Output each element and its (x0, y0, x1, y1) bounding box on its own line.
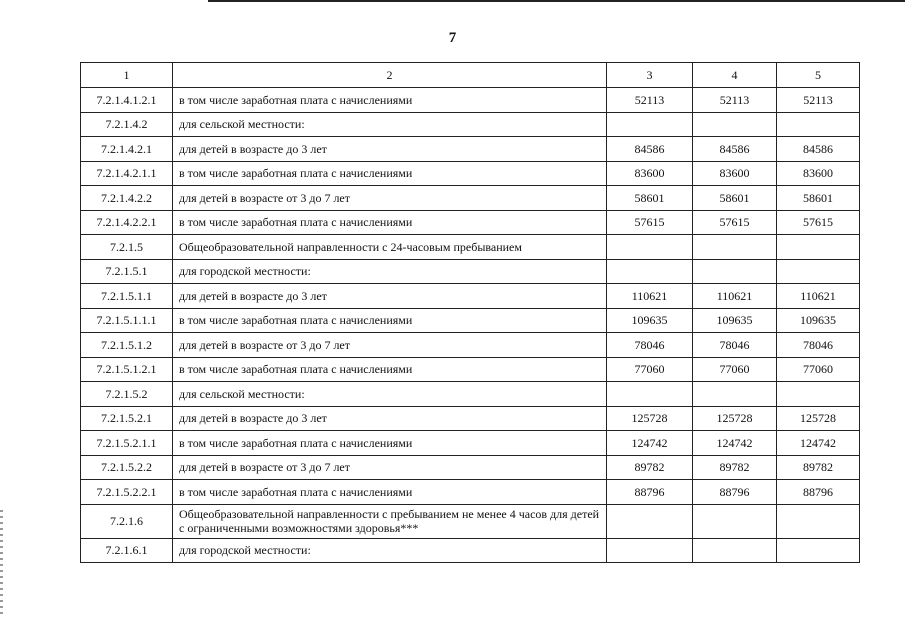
row-value-col3 (607, 112, 693, 137)
table-row (81, 382, 860, 407)
row-code-cell: 7.2.1.5.1.2.1 (81, 357, 173, 382)
row-value-col5: 110621 (777, 284, 860, 309)
row-value-col4: 88796 (693, 480, 777, 505)
top-border-line (208, 0, 905, 2)
row-value-col3: 84586 (607, 137, 693, 162)
row-description-cell: в том числе заработная плата с начислениями (173, 161, 607, 186)
row-description-cell: для детей в возрасте до 3 лет (173, 284, 607, 309)
page-number: 7 (448, 30, 457, 46)
row-code-cell: 7.2.1.4.2.2.1 (81, 210, 173, 235)
row-value-col3: 125728 (607, 406, 693, 431)
row-code-cell: 7.2.1.5.1 (81, 259, 173, 284)
row-value-col5: 58601 (777, 186, 860, 211)
row-description-cell: в том числе заработная плата с начислениями (173, 88, 607, 113)
row-value-col5: 57615 (777, 210, 860, 235)
table-row (81, 406, 860, 431)
row-code-cell: 7.2.1.4.2.1 (81, 137, 173, 162)
row-description-cell: для городской местности: (173, 259, 607, 284)
row-description-cell: в том числе заработная плата с начислениями (173, 480, 607, 505)
row-description-cell: для сельской местности: (173, 112, 607, 137)
row-value-col3: 52113 (607, 88, 693, 113)
row-description-cell: для детей в возрасте от 3 до 7 лет (173, 186, 607, 211)
table-header-row (81, 63, 860, 88)
row-value-col4: 77060 (693, 357, 777, 382)
header-col-3: 3 (607, 63, 693, 88)
header-col-4: 4 (693, 63, 777, 88)
row-value-col5: 77060 (777, 357, 860, 382)
row-value-col5: 78046 (777, 333, 860, 358)
row-value-col4: 52113 (693, 88, 777, 113)
row-description-cell: для детей в возрасте от 3 до 7 лет (173, 333, 607, 358)
row-value-col4: 125728 (693, 406, 777, 431)
row-code-cell: 7.2.1.5.2.1.1 (81, 431, 173, 456)
table-row (81, 88, 860, 113)
table-body (81, 63, 860, 563)
row-value-col3: 88796 (607, 480, 693, 505)
row-value-col3: 110621 (607, 284, 693, 309)
budget-table (80, 62, 860, 563)
table-row (81, 357, 860, 382)
row-description-cell: в том числе заработная плата с начислениями (173, 431, 607, 456)
table-row (81, 538, 860, 563)
row-description-cell: для детей в возрасте до 3 лет (173, 406, 607, 431)
row-code-cell: 7.2.1.4.2.1.1 (81, 161, 173, 186)
row-description-cell: Общеобразовательной направленности с пребыванием не менее 4 часов для детей с ограниченными возможностями здоровья*** (173, 504, 607, 538)
row-description-cell: для детей в возрасте от 3 до 7 лет (173, 455, 607, 480)
row-value-col5: 125728 (777, 406, 860, 431)
row-value-col5 (777, 382, 860, 407)
row-value-col3: 124742 (607, 431, 693, 456)
row-value-col3 (607, 504, 693, 538)
table-row (81, 284, 860, 309)
row-value-col4: 83600 (693, 161, 777, 186)
row-value-col3: 89782 (607, 455, 693, 480)
row-value-col5 (777, 259, 860, 284)
row-value-col5: 84586 (777, 137, 860, 162)
row-value-col4: 57615 (693, 210, 777, 235)
row-value-col4: 84586 (693, 137, 777, 162)
row-code-cell: 7.2.1.5.2.2.1 (81, 480, 173, 505)
row-code-cell: 7.2.1.5.1.2 (81, 333, 173, 358)
table-row (81, 480, 860, 505)
table-row (81, 210, 860, 235)
row-value-col4: 89782 (693, 455, 777, 480)
row-value-col3: 83600 (607, 161, 693, 186)
row-value-col3 (607, 259, 693, 284)
row-description-cell: в том числе заработная плата с начислениями (173, 210, 607, 235)
row-code-cell: 7.2.1.5.1.1.1 (81, 308, 173, 333)
row-value-col4: 124742 (693, 431, 777, 456)
row-value-col3: 77060 (607, 357, 693, 382)
row-description-cell: в том числе заработная плата с начислениями (173, 308, 607, 333)
row-code-cell: 7.2.1.5.2 (81, 382, 173, 407)
table-row (81, 431, 860, 456)
row-code-cell: 7.2.1.5.2.1 (81, 406, 173, 431)
table-row (81, 259, 860, 284)
row-value-col5: 109635 (777, 308, 860, 333)
row-code-cell: 7.2.1.4.2.2 (81, 186, 173, 211)
table-row (81, 504, 860, 538)
row-code-cell: 7.2.1.5.1.1 (81, 284, 173, 309)
row-value-col4: 109635 (693, 308, 777, 333)
row-value-col3: 58601 (607, 186, 693, 211)
row-code-cell: 7.2.1.5.2.2 (81, 455, 173, 480)
row-value-col3 (607, 382, 693, 407)
table-row (81, 308, 860, 333)
row-code-cell: 7.2.1.5 (81, 235, 173, 260)
row-value-col4: 110621 (693, 284, 777, 309)
table-row (81, 161, 860, 186)
table-row (81, 186, 860, 211)
row-description-cell: для сельской местности: (173, 382, 607, 407)
row-value-col4 (693, 382, 777, 407)
row-value-col5 (777, 504, 860, 538)
table-row (81, 137, 860, 162)
row-value-col3 (607, 538, 693, 563)
table-row (81, 333, 860, 358)
row-value-col5 (777, 538, 860, 563)
table-row (81, 235, 860, 260)
row-description-cell: Общеобразовательной направленности с 24-часовым пребыванием (173, 235, 607, 260)
row-value-col3 (607, 235, 693, 260)
row-value-col3: 57615 (607, 210, 693, 235)
row-code-cell: 7.2.1.6.1 (81, 538, 173, 563)
scan-edge-mark (0, 510, 3, 615)
header-col-5: 5 (777, 63, 860, 88)
row-description-cell: для детей в возрасте до 3 лет (173, 137, 607, 162)
row-value-col4 (693, 504, 777, 538)
row-value-col5 (777, 112, 860, 137)
row-value-col3: 109635 (607, 308, 693, 333)
row-value-col5: 124742 (777, 431, 860, 456)
row-code-cell: 7.2.1.4.1.2.1 (81, 88, 173, 113)
header-col-1: 1 (81, 63, 173, 88)
row-value-col5: 89782 (777, 455, 860, 480)
row-value-col5: 88796 (777, 480, 860, 505)
header-col-2: 2 (173, 63, 607, 88)
row-value-col4 (693, 235, 777, 260)
row-value-col5: 83600 (777, 161, 860, 186)
row-value-col3: 78046 (607, 333, 693, 358)
row-description-cell: для городской местности: (173, 538, 607, 563)
row-value-col4 (693, 112, 777, 137)
row-code-cell: 7.2.1.4.2 (81, 112, 173, 137)
row-value-col4: 58601 (693, 186, 777, 211)
row-value-col5 (777, 235, 860, 260)
row-value-col5: 52113 (777, 88, 860, 113)
table-row (81, 112, 860, 137)
row-value-col4: 78046 (693, 333, 777, 358)
table-row (81, 455, 860, 480)
row-description-cell: в том числе заработная плата с начислениями (173, 357, 607, 382)
row-code-cell: 7.2.1.6 (81, 504, 173, 538)
row-value-col4 (693, 259, 777, 284)
row-value-col4 (693, 538, 777, 563)
